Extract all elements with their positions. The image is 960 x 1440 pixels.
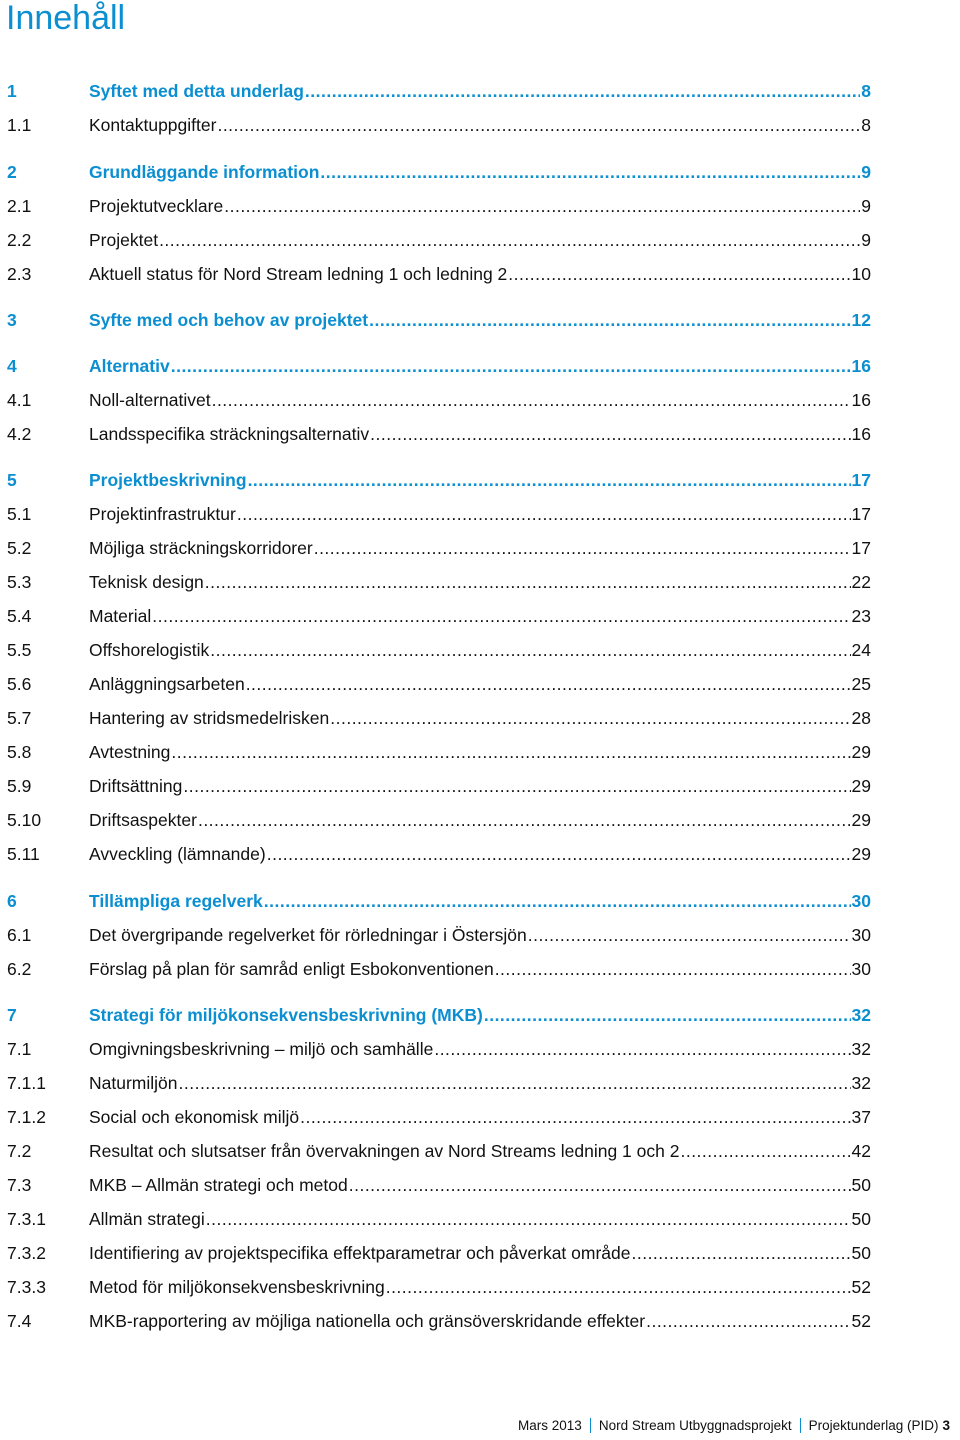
toc-entry-title: Tillämpliga regelverk [89,891,263,911]
toc-entry-page: 50 [851,1243,871,1263]
toc-entry-page: 17 [851,504,871,524]
toc-entry-number: 5.11 [7,844,40,864]
toc-entry-title: Social och ekonomisk miljö [89,1107,300,1127]
toc-entry-number: 3 [7,310,17,330]
toc-entry-title: Teknisk design [89,572,204,592]
toc-entry-title: Grundläggande information [89,162,320,182]
toc-entry[interactable] [7,956,871,982]
toc-entry[interactable] [7,888,871,914]
toc-entry[interactable] [7,227,871,253]
toc-entry-title: Projektbeskrivning [89,470,247,490]
page-footer [518,1418,950,1433]
toc-entry-page: 16 [851,424,871,444]
toc-entry[interactable] [7,193,871,219]
toc-entry-number: 4 [7,356,17,376]
toc-entry-number: 2.1 [7,196,32,216]
toc-entry-number: 2 [7,162,17,182]
toc-dot-leader [206,1206,851,1232]
toc-entry[interactable] [7,535,871,561]
toc-dot-leader [495,956,851,982]
toc-dot-leader [528,922,851,948]
toc-entry-number: 7.4 [7,1311,32,1331]
toc-entry-title: Noll-alternativet [89,390,211,410]
toc-entry[interactable] [7,1172,871,1198]
toc-entry[interactable] [7,261,871,287]
toc-entry-page: 9 [861,230,871,250]
toc-dot-leader [246,671,851,697]
toc-entry-number: 7.1 [7,1039,32,1059]
footer-project: Nord Stream Utbyggnadsprojekt [598,1418,792,1433]
toc-entry-title: Offshorelogistik [89,640,210,660]
toc-entry-page: 28 [851,708,871,728]
toc-entry-page: 8 [861,81,871,101]
toc-entry[interactable] [7,467,871,493]
toc-entry-title: Syfte med och behov av projektet [89,310,369,330]
toc-entry-number: 1.1 [7,115,32,135]
toc-entry[interactable] [7,501,871,527]
toc-entry-number: 5.6 [7,674,32,694]
toc-entry-title: Alternativ [89,356,170,376]
toc-dot-leader [267,841,851,867]
toc-entry-number: 7.2 [7,1141,32,1161]
toc-entry-title: Möjliga sträckningskorridorer [89,538,313,558]
toc-dot-leader [217,112,860,138]
toc-entry-number: 4.2 [7,424,32,444]
toc-entry-title: Omgivningsbeskrivning – miljö och samhälle [89,1039,434,1059]
toc-dot-leader [300,1104,850,1130]
toc-dot-leader [179,1070,851,1096]
toc-entry-title: Projektet [89,230,159,250]
toc-entry[interactable] [7,1274,871,1300]
toc-dot-leader [198,807,851,833]
toc-entry-number: 5 [7,470,17,490]
toc-dot-leader [237,501,851,527]
toc-entry-page: 29 [851,742,871,762]
toc-entry-number: 5.3 [7,572,32,592]
toc-entry-page: 17 [851,538,871,558]
toc-dot-leader [205,569,851,595]
toc-entry-title: Strategi för miljökonsekvensbeskrivning (MKB) [89,1005,483,1025]
toc-entry-page: 50 [851,1209,871,1229]
toc-entry-number: 7.1.1 [7,1073,46,1093]
toc-entry-title: Material [89,606,152,626]
toc-entry-title: MKB – Allmän strategi och metod [89,1175,348,1195]
toc-entry-title: Projektinfrastruktur [89,504,236,524]
toc-entry-number: 5.7 [7,708,32,728]
toc-entry-number: 2.3 [7,264,32,284]
toc-entry[interactable] [7,1138,871,1164]
toc-entry-number: 5.1 [7,504,32,524]
toc-entry-number: 7.3 [7,1175,32,1195]
toc-entry-number: 5.5 [7,640,32,660]
toc-entry-page: 32 [851,1005,871,1025]
toc-entry-page: 8 [861,115,871,135]
toc-entry[interactable] [7,739,871,765]
toc-entry-title: Resultat och slutsatser från övervakningen av Nord Streams ledning 1 och 2 [89,1141,680,1161]
footer-doc: Projektunderlag (PID) [808,1418,939,1433]
toc-entry-title: Aktuell status för Nord Stream ledning 1 och ledning 2 [89,264,508,284]
footer-separator [800,1418,801,1433]
toc-entry-title: Avtestning [89,742,171,762]
toc-entry-number: 6.2 [7,959,32,979]
toc-dot-leader [631,1240,850,1266]
footer-date: Mars 2013 [518,1418,582,1433]
toc-entry-page: 52 [851,1311,871,1331]
toc-entry-title: Kontaktuppgifter [89,115,217,135]
toc-entry[interactable] [7,1036,871,1062]
toc-entry-title: Anläggningsarbeten [89,674,245,694]
toc-entry[interactable] [7,1104,871,1130]
toc-entry-number: 7.3.2 [7,1243,46,1263]
toc-entry-number: 4.1 [7,390,32,410]
toc-entry[interactable] [7,112,871,138]
toc-entry-number: 7 [7,1005,17,1025]
toc-entry-title: Naturmiljön [89,1073,178,1093]
footer-separator [590,1418,591,1433]
toc-entry[interactable] [7,637,871,663]
toc-entry-title: Det övergripande regelverket för rörledningar i Östersjön [89,925,527,945]
toc-entry[interactable] [7,569,871,595]
page-title: Innehåll [6,0,126,37]
toc-entry[interactable] [7,78,871,104]
toc-entry-number: 5.9 [7,776,32,796]
toc-dot-leader [680,1138,850,1164]
toc-entry[interactable] [7,1002,871,1028]
toc-entry[interactable] [7,421,871,447]
toc-entry-page: 30 [851,891,871,911]
toc-entry-number: 7.3.1 [7,1209,46,1229]
toc-entry-number: 7.1.2 [7,1107,46,1127]
toc-entry-page: 16 [851,390,871,410]
toc-entry[interactable] [7,705,871,731]
toc-dot-leader [264,888,851,914]
toc-entry-title: Allmän strategi [89,1209,205,1229]
toc-entry[interactable] [7,603,871,629]
toc-entry[interactable] [7,1206,871,1232]
toc-entry-page: 30 [851,959,871,979]
toc-entry-page: 10 [851,264,871,284]
toc-dot-leader [171,353,851,379]
toc-entry-title: Landsspecifika sträckningsalternativ [89,424,370,444]
toc-entry-page: 30 [851,925,871,945]
toc-entry-page: 29 [851,810,871,830]
toc-entry-page: 22 [851,572,871,592]
toc-entry-page: 37 [851,1107,871,1127]
toc-entry-number: 5.8 [7,742,32,762]
toc-entry-page: 9 [861,162,871,182]
toc-entry[interactable] [7,807,871,833]
toc-dot-leader [370,421,850,447]
toc-dot-leader [248,467,851,493]
toc-entry-page: 42 [851,1141,871,1161]
toc-entry-title: Driftsaspekter [89,810,197,830]
toc-dot-leader [212,387,851,413]
toc-entry-number: 5.10 [7,810,42,830]
toc-entry-page: 32 [851,1073,871,1093]
toc-dot-leader [369,307,850,333]
toc-entry-number: 2.2 [7,230,32,250]
toc-entry-page: 17 [851,470,871,490]
toc-dot-leader [349,1172,851,1198]
toc-entry-page: 9 [861,196,871,216]
toc-entry-number: 6 [7,891,17,911]
toc-entry[interactable] [7,1240,871,1266]
toc-entry-number: 5.4 [7,606,32,626]
toc-dot-leader [210,637,850,663]
toc-dot-leader [305,78,860,104]
toc-entry[interactable] [7,387,871,413]
toc-entry-title: Syftet med detta underlag [89,81,304,101]
toc-entry-page: 23 [851,606,871,626]
toc-entry[interactable] [7,671,871,697]
toc-entry-number: 6.1 [7,925,32,945]
toc-entry-number: 5.2 [7,538,32,558]
toc-entry[interactable] [7,1070,871,1096]
toc-entry-page: 29 [851,844,871,864]
toc-entry-number: 1 [7,81,17,101]
toc-entry-title: Projektutvecklare [89,196,224,216]
toc-entry-number: 7.3.3 [7,1277,46,1297]
footer-page-number: 3 [942,1418,950,1433]
toc-dot-leader [320,159,860,185]
toc-entry-title: Metod för miljökonsekvensbeskrivning [89,1277,385,1297]
toc-entry[interactable] [7,353,871,379]
toc-entry-title: Driftsättning [89,776,183,796]
toc-dot-leader [434,1036,850,1062]
toc-entry[interactable] [7,773,871,799]
toc-entry-page: 29 [851,776,871,796]
toc-entry-page: 16 [851,356,871,376]
toc-entry[interactable] [7,1308,871,1334]
toc-dot-leader [224,193,860,219]
toc-dot-leader [484,1002,851,1028]
toc-dot-leader [171,739,850,765]
toc-dot-leader [314,535,851,561]
toc-entry-title: Hantering av stridsmedelrisken [89,708,330,728]
toc-entry-page: 12 [851,310,871,330]
toc-dot-leader [508,261,850,287]
toc-entry-page: 32 [851,1039,871,1059]
toc-entry[interactable] [7,159,871,185]
toc-dot-leader [183,773,850,799]
toc-dot-leader [386,1274,851,1300]
toc-entry[interactable] [7,307,871,333]
toc-dot-leader [330,705,850,731]
toc-entry-page: 52 [851,1277,871,1297]
toc-entry-page: 50 [851,1175,871,1195]
toc-entry-title: MKB-rapportering av möjliga nationella och gränsöverskridande effekter [89,1311,646,1331]
toc-entry-page: 25 [851,674,871,694]
toc-dot-leader [159,227,860,253]
toc-entry-title: Avveckling (lämnande) [89,844,266,864]
toc-dot-leader [646,1308,850,1334]
toc-entry-title: Förslag på plan för samråd enligt Esbokonventionen [89,959,494,979]
toc-entry-title: Identifiering av projektspecifika effektparametrar och påverkat område [89,1243,631,1263]
toc-dot-leader [152,603,850,629]
toc-entry-page: 24 [851,640,871,660]
toc-entry[interactable] [7,841,871,867]
toc-entry[interactable] [7,922,871,948]
